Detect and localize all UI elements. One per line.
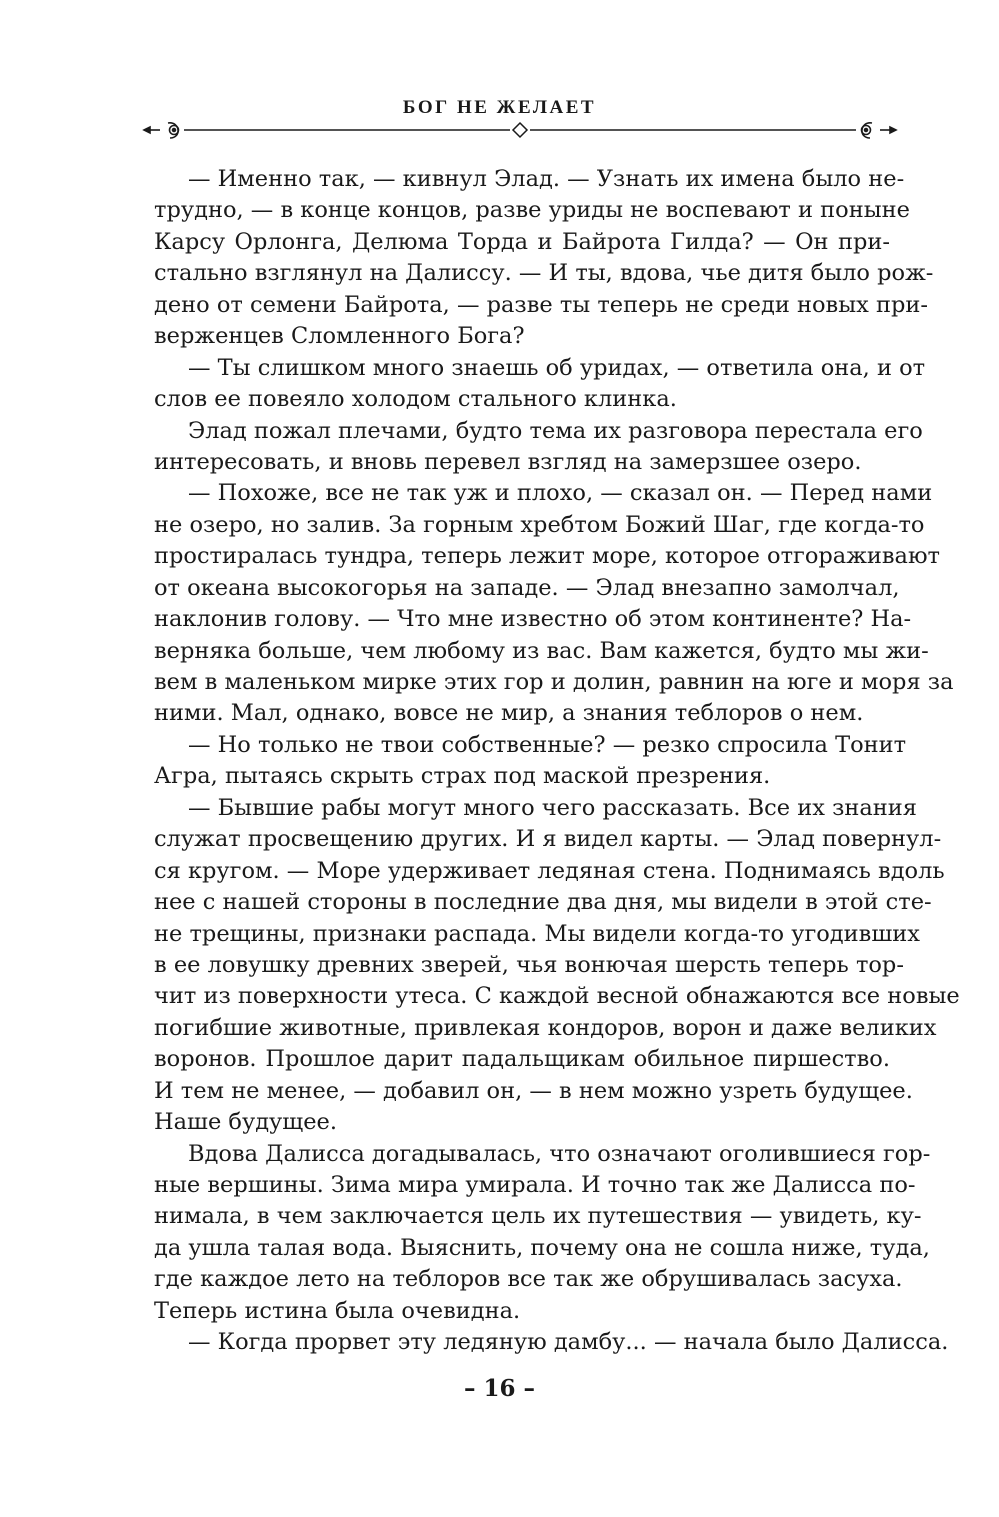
flourish-left-icon xyxy=(144,123,179,138)
text-line: Теперь истина была очевидна. xyxy=(154,1297,521,1324)
text-line: нимала, в чем заключается цель их путешествия — увидеть, ку- xyxy=(154,1203,922,1230)
page-number: – 16 – xyxy=(463,1375,536,1402)
text-line: — Но только не твои собственные? — резко спросила Тонит xyxy=(188,731,907,758)
text-line: не озеро, но залив. За горным хребтом Божий Шаг, где когда-то xyxy=(154,511,925,538)
text-line: И тем не менее, — добавил он, — в нем можно узреть будущее. xyxy=(154,1077,913,1104)
running-title: БОГ НЕ ЖЕЛАЕТ xyxy=(402,97,597,118)
text-line: трудно, — в конце концов, разве уриды не воспевают и поныне xyxy=(154,197,910,224)
text-line: интересовать, и вновь перевел взгляд на замерзшее озеро. xyxy=(154,448,862,475)
text-line: чит из поверхности утеса. С каждой весной обнажаются все новые xyxy=(154,983,960,1010)
text-line: ные вершины. Зима мира умирала. И точно так же Далисса по- xyxy=(154,1172,916,1198)
text-line: ними. Мал, однако, вовсе не мир, а знания теблоров о нем. xyxy=(154,700,864,727)
text-line: наклонив голову. — Что мне известно об этом континенте? На- xyxy=(154,606,912,633)
text-line: не трещины, признаки распада. Мы видели когда-то угодивших xyxy=(154,920,920,947)
text-line: нее с нашей стороны в последние два дня, мы видели в этой сте- xyxy=(154,889,932,916)
text-line: — Ты слишком много знаешь об уридах, — ответила она, и от xyxy=(188,354,926,381)
header-ornament-rule xyxy=(140,118,900,142)
text-line: вем в маленьком мирке этих гор и долин, равнин на юге и моря за xyxy=(154,669,954,695)
text-line: служат просвещению других. И я видел карты. — Элад повернул- xyxy=(154,826,942,853)
text-line: — Именно так, — кивнул Элад. — Узнать их имена было не- xyxy=(188,166,905,192)
text-line: где каждое лето на теблоров все так же обрушивалась засуха. xyxy=(154,1266,903,1293)
text-line: в ее ловушку древних зверей, чья вонючая шерсть теперь тор- xyxy=(154,951,904,978)
text-line: верженцев Сломленного Бога? xyxy=(154,323,525,350)
text-line: ся кругом. — Море удерживает ледяная стена. Поднимаясь вдоль xyxy=(154,857,945,884)
text-line: погибшие животные, привлекая кондоров, ворон и даже великих xyxy=(154,1014,937,1041)
main-text-body xyxy=(154,164,960,1359)
text-line: слов ее повеяло холодом стального клинка. xyxy=(154,386,677,413)
text-line: Элад пожал плечами, будто тема их разговора перестала его xyxy=(188,417,923,444)
text-line: верняка больше, чем любому из вас. Вам кажется, будто мы жи- xyxy=(154,637,929,664)
text-line: Вдова Далисса догадывалась, что означают оголившиеся гор- xyxy=(188,1140,931,1167)
text-line: — Похоже, все не так уж и плохо, — сказал он. — Перед нами xyxy=(188,480,933,507)
text-line: дено от семени Байрота, — разве ты теперь не среди новых при- xyxy=(154,291,928,318)
text-line: стально взглянул на Далиссу. — И ты, вдова, чье дитя было рож- xyxy=(154,260,934,287)
text-line: Карсу Орлонга, Делюма Торда и Байрота Гилда? — Он при- xyxy=(154,228,890,255)
text-line: простиралась тундра, теперь лежит море, которое отгораживают xyxy=(154,543,941,570)
text-line: — Когда прорвет эту ледяную дамбу... — начала было Далисса. xyxy=(188,1329,949,1356)
text-line: воронов. Прошлое дарит падальщикам обильное пиршество. xyxy=(154,1046,890,1073)
flourish-right-icon xyxy=(862,123,897,138)
diamond-icon xyxy=(513,123,527,137)
text-line: Агра, пытаясь скрыть страх под маской презрения. xyxy=(154,763,771,790)
text-line: да ушла талая вода. Выяснить, почему она не сошла ниже, туда, xyxy=(154,1234,930,1261)
text-line: Наше будущее. xyxy=(154,1109,337,1136)
text-line: от океана высокогорья на западе. — Элад внезапно замолчал, xyxy=(154,574,900,601)
text-line: — Бывшие рабы могут много чего рассказать. Все их знания xyxy=(188,794,917,821)
